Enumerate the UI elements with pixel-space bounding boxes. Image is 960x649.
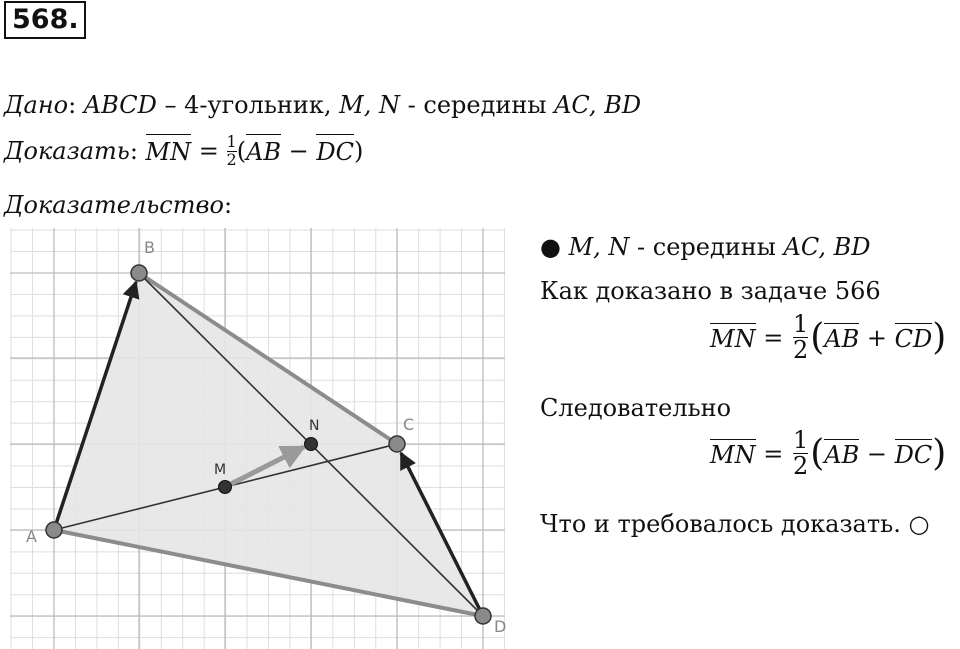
- right-line-2: Как доказано в задаче 566: [540, 277, 881, 305]
- formula1-cd: CD: [894, 324, 933, 353]
- formula2-fraction: [793, 428, 808, 479]
- prove-vector-dc: DC: [316, 134, 354, 168]
- quadrilateral-figure: [0, 222, 512, 649]
- label-d: D: [494, 617, 507, 636]
- label-b: B: [144, 238, 155, 257]
- formula2-close: ): [932, 432, 947, 474]
- label-n: N: [309, 418, 320, 434]
- prove-line: [4, 134, 363, 169]
- point-a: [46, 522, 62, 538]
- colon: :: [129, 137, 146, 166]
- prove-vector-ab: AB: [246, 134, 281, 168]
- prove-close: ): [354, 137, 364, 166]
- given-line: [4, 89, 641, 121]
- right-line-4: Что и требовалось доказать. ○: [540, 510, 930, 538]
- formula1-eq: =: [755, 323, 791, 352]
- formula1-den: 2: [792, 336, 809, 365]
- formula2-open: (: [810, 432, 825, 474]
- formula1-num: 1: [792, 310, 809, 338]
- formula1-ab: AB: [824, 324, 860, 353]
- formula2-dc: DC: [894, 440, 933, 469]
- bullet: ●: [540, 233, 569, 261]
- given-quad: ABCD: [83, 91, 157, 119]
- given-midpoints: M, N: [339, 91, 401, 119]
- formula-1: [710, 312, 946, 363]
- point-c: [389, 436, 405, 452]
- right-text: - середины: [629, 233, 784, 261]
- right-line-3: Следовательно: [540, 394, 732, 422]
- given-text-d: - середины: [400, 91, 555, 119]
- label-m: M: [214, 462, 227, 478]
- right-line-1: [540, 231, 870, 263]
- colon: :: [223, 191, 233, 219]
- colon: :: [68, 91, 84, 119]
- prove-fraction: [227, 134, 237, 169]
- point-b: [131, 265, 147, 281]
- formula2-ab: AB: [824, 440, 860, 469]
- prove-eq: =: [191, 137, 227, 166]
- given-diagonals: AC, BD: [554, 91, 642, 119]
- proof-heading: [4, 189, 232, 221]
- given-text-b: – 4-угольник,: [156, 91, 340, 119]
- point-d: [475, 608, 491, 624]
- formula1-op: +: [859, 323, 895, 352]
- prove-vector-mn: MN: [146, 134, 192, 168]
- right-midpoints: M, N: [568, 233, 630, 261]
- prove-num: 1: [226, 132, 237, 151]
- prove-op: −: [281, 137, 317, 166]
- formula1-fraction: [793, 312, 808, 363]
- formula1-mn: MN: [710, 324, 756, 353]
- formula2-op: −: [859, 439, 895, 468]
- right-diagonals: AC, BD: [783, 233, 871, 261]
- point-n: [305, 438, 318, 451]
- label-a: A: [26, 527, 37, 546]
- proof-label: Доказательство: [4, 191, 224, 219]
- point-m: [219, 481, 232, 494]
- formula-2: [710, 428, 946, 479]
- formula2-mn: MN: [710, 440, 756, 469]
- formula2-eq: =: [755, 439, 791, 468]
- prove-den: 2: [226, 149, 237, 169]
- label-c: C: [403, 415, 415, 434]
- prove-label: Доказать: [4, 137, 130, 166]
- formula1-close: ): [932, 316, 947, 358]
- formula2-num: 1: [792, 426, 809, 454]
- formula1-open: (: [810, 316, 825, 358]
- formula2-den: 2: [792, 452, 809, 481]
- given-label: Дано: [4, 91, 69, 119]
- prove-open: (: [236, 137, 247, 166]
- problem-number: 568.: [4, 1, 86, 39]
